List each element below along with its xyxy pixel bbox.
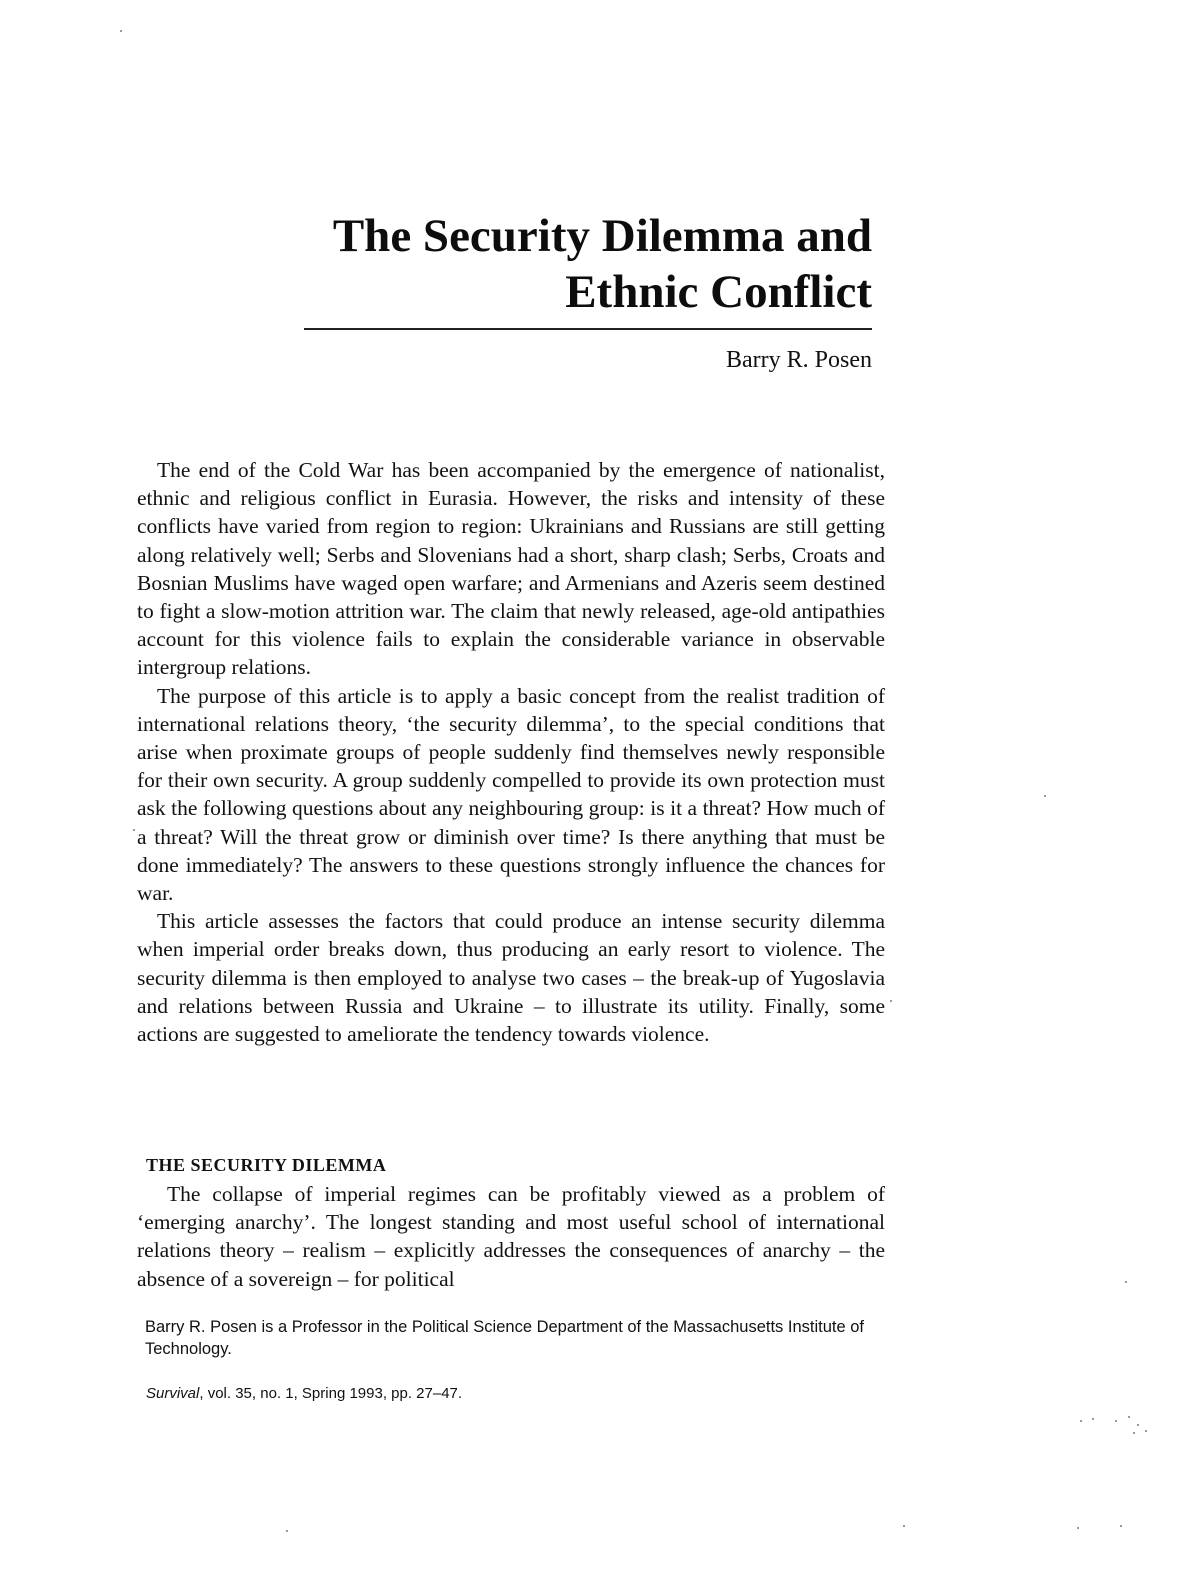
scan-speck — [1137, 1424, 1139, 1426]
scan-speck — [1080, 1420, 1082, 1422]
citation-details: , vol. 35, no. 1, Spring 1993, pp. 27–47. — [199, 1385, 463, 1402]
author-footnote: Barry R. Posen is a Professor in the Political Science Department of the Massachusetts Institute of Technology. — [145, 1318, 864, 1358]
scan-speck — [890, 1000, 892, 1002]
scan-speck — [120, 30, 122, 32]
scan-speck — [1077, 1527, 1079, 1529]
scan-speck — [133, 829, 135, 831]
scan-speck — [1125, 1281, 1127, 1283]
article-title-line-1: The Security Dilemma and — [332, 210, 872, 262]
article-body — [137, 456, 885, 1048]
scan-speck — [903, 1525, 905, 1527]
scan-speck — [1092, 1418, 1094, 1420]
section-heading: THE SECURITY DILEMMA — [146, 1155, 387, 1175]
scan-speck — [286, 1530, 288, 1532]
citation-journal-name: Survival — [146, 1385, 200, 1402]
journal-citation — [146, 1384, 462, 1404]
author-name: Barry R. Posen — [726, 347, 872, 373]
scan-speck — [1115, 1420, 1117, 1422]
section-paragraph-1: The collapse of imperial regimes can be profitably viewed as a problem of ‘emerging anarchy’. The longest standing and most useful school of international relations theory – realism – explicitly addresses the consequences of anarchy – the absence of a sovereign – for political — [137, 1182, 885, 1291]
section-body — [137, 1180, 885, 1293]
scan-speck — [1120, 1525, 1122, 1527]
scan-speck — [1128, 1416, 1130, 1418]
title-rule-divider — [304, 328, 872, 330]
body-paragraph-2: The purpose of this article is to apply a basic concept from the realist tradition of international relations theory, ‘the security dilemma’, to the special conditions that arise when proximate groups of people suddenly find themselves newly responsible for their own security. A group suddenly compelled to provide its own protection must ask the following questions about any neighbouring group: is it a threat? How much of a threat? Will the threat grow or diminish over time? Is there anything that must be done immediately? The answers to these questions strongly influence the chances for war. — [137, 683, 885, 906]
article-title — [280, 208, 872, 320]
scan-speck — [1133, 1432, 1135, 1434]
scan-speck — [1044, 795, 1046, 797]
scan-speck — [1145, 1430, 1147, 1432]
article-title-line-2: Ethnic Conflict — [565, 266, 872, 318]
body-paragraph-1: The end of the Cold War has been accompanied by the emergence of nationalist, ethnic and religious conflict in Eurasia. However, the risks and intensity of these conflicts have varied from region to region: Ukrainians and Russians are still getting along relatively well; Serbs and Slovenians had a short, sharp clash; Serbs, Croats and Bosnian Muslims have waged open warfare; and Armenians and Azeris seem destined to fight a slow-motion attrition war. The claim that newly released, age-old antipathies account for this violence fails to explain the considerable variance in observable intergroup relations. — [137, 458, 885, 680]
body-paragraph-3: This article assesses the factors that could produce an intense security dilemma when imperial order breaks down, thus producing an early resort to violence. The security dilemma is then employed to analyse two cases – the break-up of Yugoslavia and relations between Russia and Ukraine – to illustrate its utility. Finally, some actions are suggested to ameliorate the tendency towards violence. — [137, 909, 885, 1047]
